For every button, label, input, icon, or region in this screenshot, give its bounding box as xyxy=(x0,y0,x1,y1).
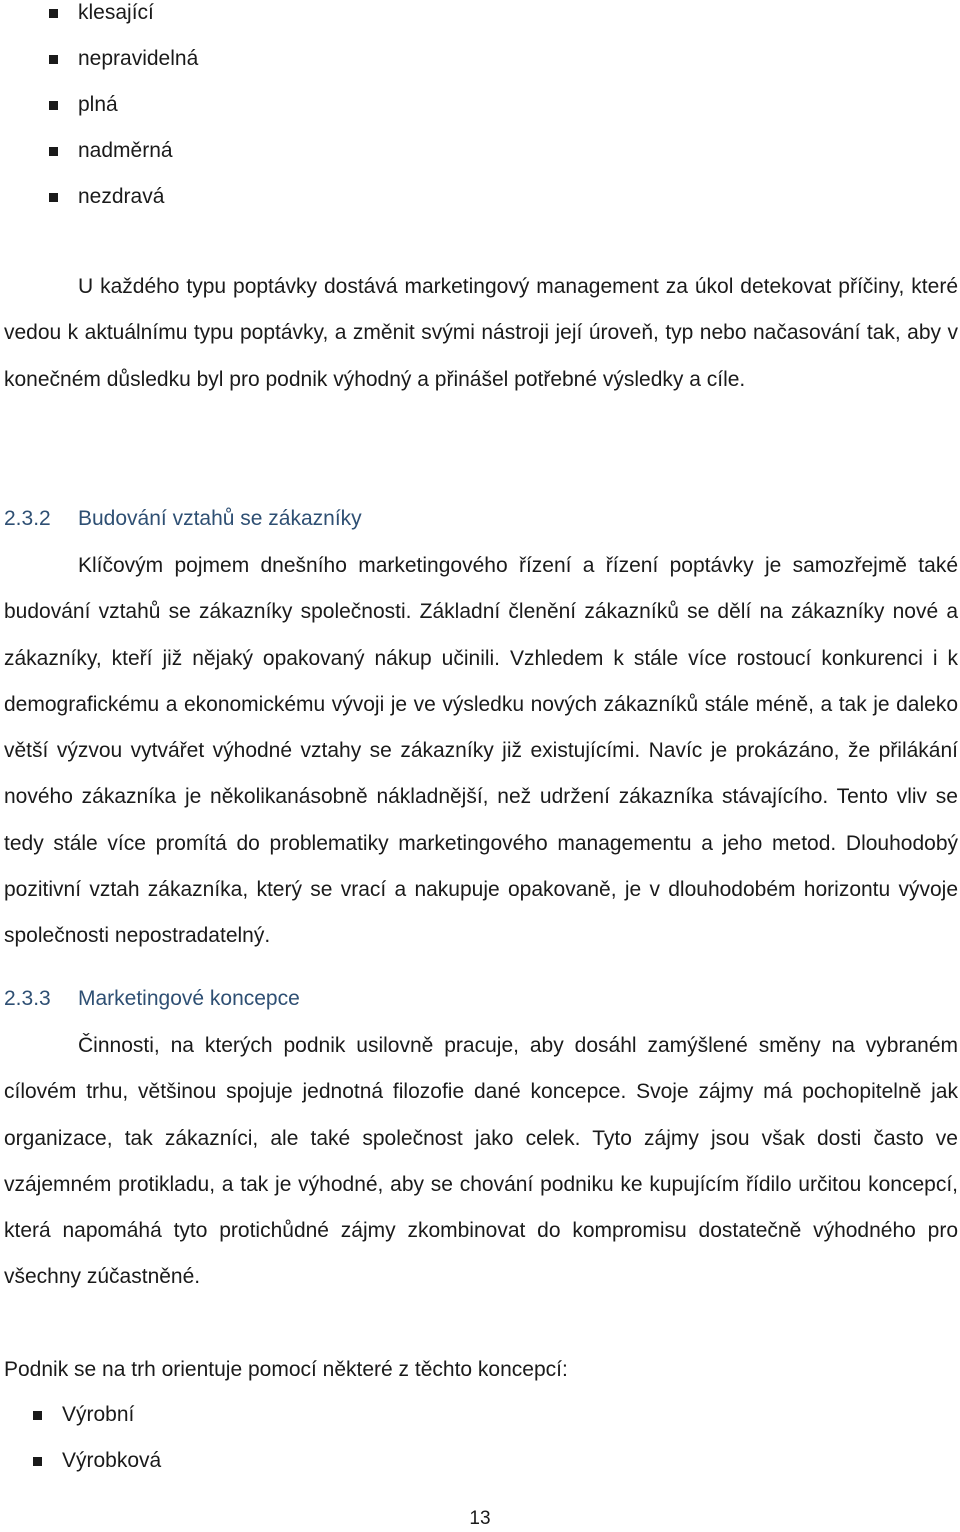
list-item-text: klesající xyxy=(78,1,154,24)
intro-paragraph: U každého typu poptávky dostává marketingový management za úkol detekovat příčiny, které vedou k aktuálnímu typu poptávky, a změnit svými nástroji její úroveň, typ nebo načasování tak, aby v konečném důsledku byl pro podnik výhodný a přinášel potřebné výsledky a cíle. xyxy=(4,275,958,391)
section-heading-2-3-3 xyxy=(4,984,300,1014)
square-bullet-icon xyxy=(49,55,58,64)
section-number: 2.3.3 xyxy=(4,987,51,1010)
square-bullet-icon xyxy=(49,101,58,110)
square-bullet-icon xyxy=(49,9,58,18)
list-item-text: nezdravá xyxy=(78,185,165,208)
square-bullet-icon xyxy=(33,1411,42,1420)
section-title: Budování vztahů se zákazníky xyxy=(78,507,362,530)
list-item-text: nadměrná xyxy=(78,139,173,162)
list-item-text: Výrobní xyxy=(62,1403,135,1426)
section-number: 2.3.2 xyxy=(4,507,51,530)
square-bullet-icon xyxy=(33,1457,42,1466)
section-title: Marketingové koncepce xyxy=(78,987,300,1010)
page-number: 13 xyxy=(469,1508,491,1529)
list-item-text: plná xyxy=(78,93,118,116)
section-heading-2-3-2 xyxy=(4,504,362,534)
marketing-concepts-paragraph: Činnosti, na kterých podnik usilovně pracuje, aby dosáhl zamýšlené směny na vybraném cílovém trhu, většinou spojuje jednotná filozofie dané koncepce. Svoje zájmy má pochopitelně jak organizace, tak zákazníci, ale také společnost jako celek. Tyto zájmy jsou však dosti často ve vzájemném protikladu, a tak je výhodné, aby se chování podniku ke kupujícím řídilo určitou koncepcí, která napomáhá tyto protichůdné zájmy zkombinovat do kompromisu dostatečně výhodného pro všechny zúčastněné. xyxy=(4,1034,958,1289)
concepts-intro-paragraph: Podnik se na trh orientuje pomocí některé z těchto koncepcí: xyxy=(4,1358,568,1381)
list-item-text: nepravidelná xyxy=(78,47,199,70)
square-bullet-icon xyxy=(49,147,58,156)
customer-relationships-paragraph: Klíčovým pojmem dnešního marketingového řízení a řízení poptávky je samozřejmě také budování vztahů se zákazníky společnosti. Základní členění zákazníků se dělí na zákazníky nové a zákazníky, kteří již nějaký opakovaný nákup učinili. Vzhledem k stále více rostoucí konkurenci i k demografickému a ekonomickému vývoji je ve výsledku nových zákazníků stále méně, a tak je daleko větší výzvou vytvářet výhodné vztahy se zákazníky již existujícími. Navíc je prokázáno, že přilákání nového zákazníka je několikanásobně nákladnější, než udržení zákazníka stávajícího. Tento vliv se tedy stále více promítá do problematiky marketingového managementu a jeho metod. Dlouhodobý pozitivní vztah zákazníka, který se vrací a nakupuje opakovaně, je v dlouhodobém horizontu vývoje společnosti nepostradatelný. xyxy=(4,554,958,948)
square-bullet-icon xyxy=(49,193,58,202)
list-item-text: Výrobková xyxy=(62,1449,162,1472)
